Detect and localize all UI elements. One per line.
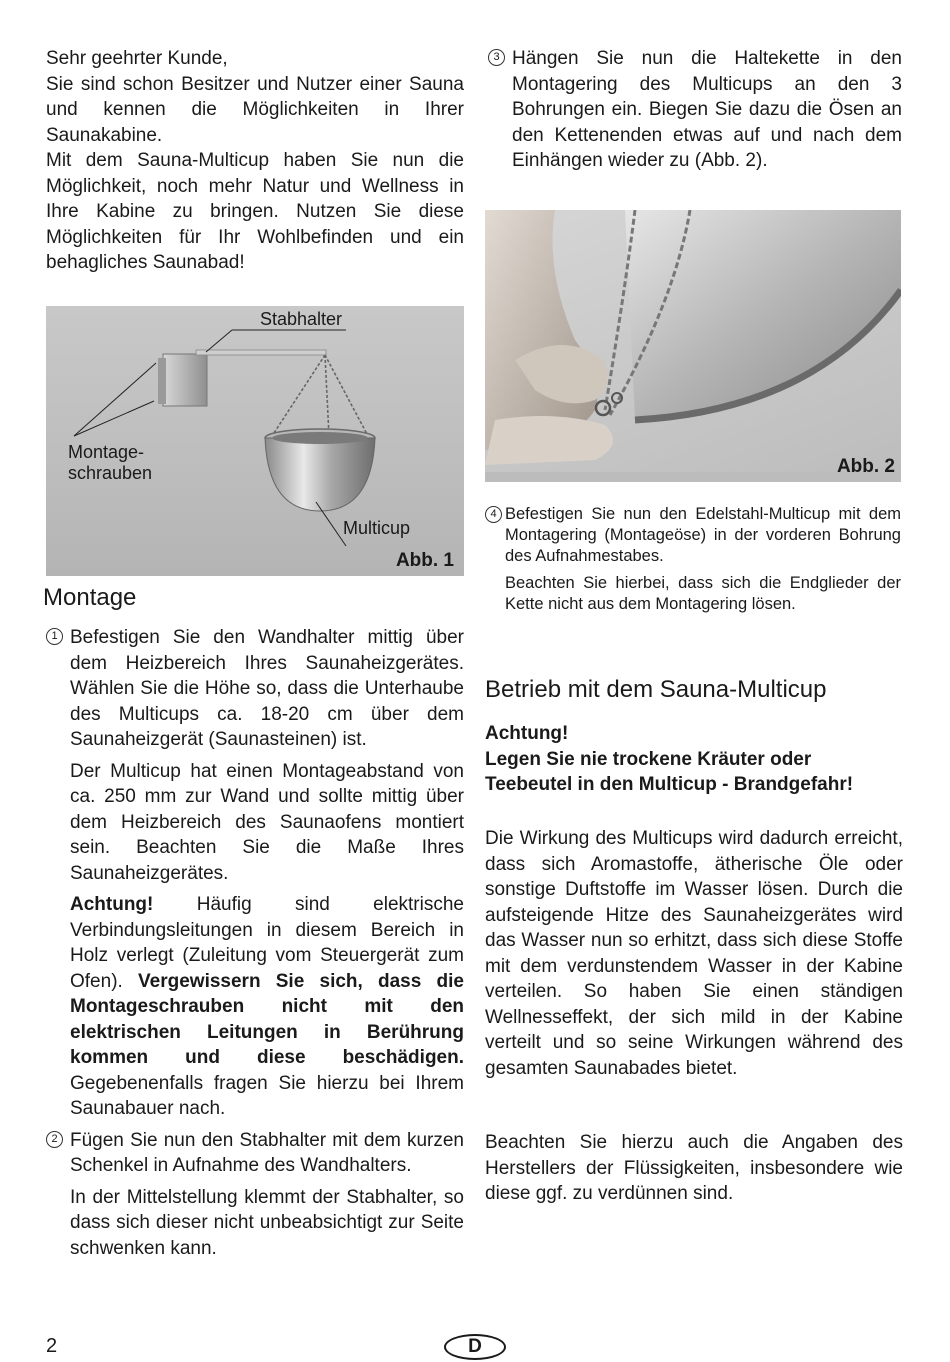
intro-line-2: Sie sind schon Besitzer und Nutzer einer Sauna und kennen die Möglichkeiten in Ihrer Saunakabine. <box>46 73 464 146</box>
label-multicup: Multicup <box>343 518 411 538</box>
language-badge: D <box>444 1334 506 1360</box>
step-1 <box>46 625 464 753</box>
intro-line-3: Mit dem Sauna-Multicup haben Sie nun die Möglichkeit, noch mehr Natur und Wellness in Ihre Kabine zu bringen. Nutzen Sie diese Möglichkeiten für Ihr Wohlbefinden und ein behagliches Saunabad! <box>46 150 464 273</box>
step-number-1: 1 <box>46 628 63 645</box>
label-montageschrauben: Montage- schrauben <box>68 442 153 483</box>
step-4-block <box>485 504 901 615</box>
betrieb-paragraph-1: Die Wirkung des Multicups wird dadurch erreicht, dass sich Aromastoffe, ätherische Öle oder sonstige Duftstoffe im Wasser lösen. Durch die aufsteigende Hitze des Saunaheizgerätes wird das Wasser nun so erhitzt, dass sich diese Stoffe mit dem verdunstendem Wasser in der Kabine verteilen. So haben Sie einen ständigen Wellnesseffekt, der sich mild in der Kabine verteilt und so seine Wirkungen während des gesamten Saunabades bietet. <box>485 828 903 1079</box>
step-4-paragraph-2: Beachten Sie hierbei, dass sich die Endglieder der Kette nicht aus dem Montagering lösen. <box>505 574 901 613</box>
step-3-block <box>488 46 902 174</box>
achtung-text: Häufig sind elektrische Verbindungsleitungen in diesem Bereich in Holz verlegt (Zuleitung vom Steuergerät zum Ofen). <box>70 894 464 992</box>
hands-chain-illustration <box>485 210 901 482</box>
step-2-paragraph-2: In der Mittelstellung klemmt der Stabhalter, so dass sich dieser nicht unbeabsichtigt zur Seite schwenken kann. <box>70 1186 464 1259</box>
step-2-text: Fügen Sie nun den Stabhalter mit dem kurzen Schenkel in Aufnahme des Wandhalters. <box>70 1129 464 1176</box>
step-1-text: Befestigen Sie den Wandhalter mittig über dem Heizbereich Ihres Saunaheizgerätes. Wählen Sie die Höhe so, dass die Unterhaube des Multicups ca. 18-20 cm über dem Saunaheizgerät (Saunasteinen) ist. <box>70 627 464 750</box>
step-3-text: Hängen Sie nun die Haltekette in den Montagering des Multicups an den 3 Bohrungen ein. Biegen Sie dazu die Ösen an den Kettenenden etwas auf und nach dem Einhängen wieder zu (Abb. 2). <box>512 48 902 171</box>
betrieb-paragraph-2: Beachten Sie hierzu auch die Angaben des Herstellers der Flüssigkeiten, insbesondere wie diese ggf. zu verdünnen sind. <box>485 1132 903 1204</box>
figure-2-caption: Abb. 2 <box>836 456 895 477</box>
betrieb-achtung: Achtung! <box>485 723 569 744</box>
step-number-2: 2 <box>46 1131 63 1148</box>
step-4 <box>485 504 901 567</box>
betrieb-warning-text: Legen Sie nie trockene Kräuter oder Teebeutel in den Multicup - Brandgefahr! <box>485 748 854 795</box>
step-4-text: Befestigen Sie nun den Edelstahl-Multicup mit dem Montagering (Montageöse) in der vorderen Bohrung des Aufnahmestabes. <box>505 505 901 565</box>
figure-1-caption: Abb. 1 <box>395 550 454 571</box>
step-number-4: 4 <box>485 506 502 523</box>
intro-text <box>46 46 464 276</box>
page-number: 2 <box>46 1335 58 1357</box>
figure-2-photo <box>485 210 901 482</box>
step-2 <box>46 1128 464 1179</box>
step-1-warning <box>46 892 464 1122</box>
step-3 <box>488 46 902 174</box>
section-heading-montage: Montage <box>43 584 137 611</box>
betrieb-warning <box>485 721 903 798</box>
montage-steps <box>46 625 464 1261</box>
step-number-3: 3 <box>488 49 505 66</box>
step-1-paragraph-2: Der Multicup hat einen Montageabstand von ca. 250 mm zur Wand und sollte mittig über dem Heizbereich des Saunaofens montiert sein. Beachten Sie die Maße Ihres Saunaheizgerätes. <box>70 760 464 884</box>
bold-warning: Vergewissern Sie sich, dass die Montageschrauben nicht mit den elektrischen Leitungen in Berührung kommen und diese beschädigen. <box>70 970 464 1068</box>
after-bold-text: Gegebenenfalls fragen Sie hierzu bei Ihrem Saunabauer nach. <box>70 1072 464 1119</box>
intro-greeting: Sehr geehrter Kunde, <box>46 48 228 69</box>
achtung-label: Achtung! <box>70 894 154 915</box>
section-heading-betrieb: Betrieb mit dem Sauna-Multicup <box>485 676 827 703</box>
figure-1-photo <box>46 306 464 576</box>
label-stabhalter: Stabhalter <box>260 309 343 329</box>
